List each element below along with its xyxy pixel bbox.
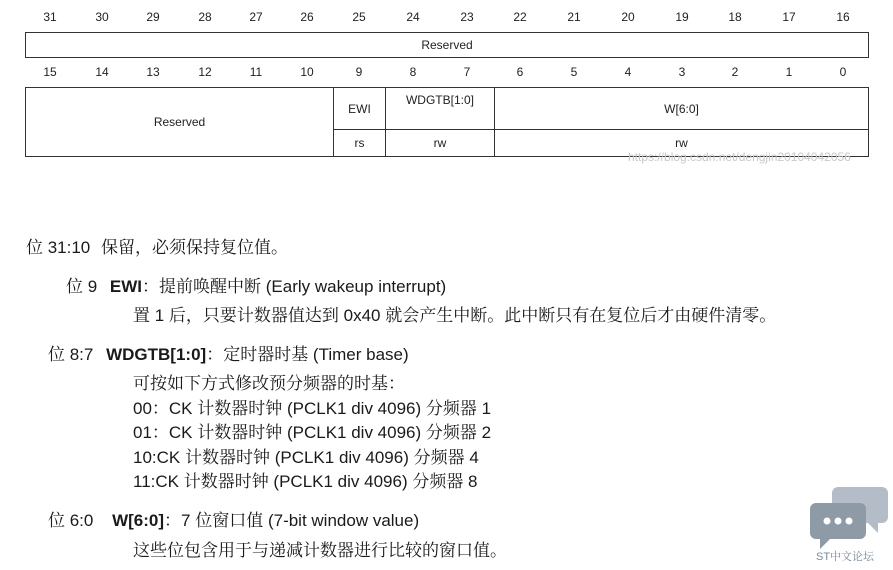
w-field <box>494 87 869 130</box>
bit-number: 9 <box>355 65 363 79</box>
upper-reserved-field <box>25 32 869 58</box>
ewi-field <box>333 87 386 130</box>
bit-position: 位 6:0 <box>48 511 94 530</box>
bit-number: 30 <box>95 10 109 24</box>
desc-bit8-7-detail: 可按如下方式修改预分频器的时基： <box>133 374 405 393</box>
bit-number: 4 <box>624 65 632 79</box>
bit-position: 位 9 <box>66 277 98 296</box>
desc-bit8-7-title <box>48 340 409 365</box>
field-label: EWI <box>348 101 371 116</box>
bit-number: 6 <box>516 65 524 79</box>
bit-number: 16 <box>836 10 850 24</box>
desc-bit9-title <box>66 272 446 297</box>
wdgtb-field <box>385 87 495 130</box>
bit-number: 25 <box>352 10 366 24</box>
field-label: WDGTB[1:0] <box>405 93 474 107</box>
bit-number: 8 <box>409 65 417 79</box>
bit-number: 7 <box>463 65 471 79</box>
option-line: 00：CK 计数器时钟 (PCLK1 div 4096) 分频器 1 <box>133 399 492 418</box>
bit-number: 21 <box>567 10 581 24</box>
desc-text: 保留，必须保持复位值。 <box>101 238 288 257</box>
bit-number: 18 <box>728 10 742 24</box>
bit-number: 29 <box>146 10 160 24</box>
bit-number: 0 <box>839 65 847 79</box>
bit-number: 15 <box>43 65 57 79</box>
field-title: ：提前唤醒中断 (Early wakeup interrupt) <box>142 277 447 296</box>
bit-position: 位 8:7 <box>48 345 94 364</box>
bit-number: 23 <box>460 10 474 24</box>
bit-number: 19 <box>675 10 689 24</box>
bit-number: 5 <box>570 65 578 79</box>
option-line: 01：CK 计数器时钟 (PCLK1 div 4096) 分频器 2 <box>133 423 492 442</box>
bit-number: 27 <box>249 10 263 24</box>
field-name: W[6:0] <box>112 511 165 530</box>
bit-number: 20 <box>621 10 635 24</box>
wdgtb-access <box>385 129 495 157</box>
bit-position: 位 31:10 <box>26 238 91 257</box>
option-line: 11:CK 计数器时钟 (PCLK1 div 4096) 分频器 8 <box>133 472 478 491</box>
desc-bit31-10 <box>26 233 288 258</box>
bit-number: 28 <box>198 10 212 24</box>
field-title: ：7 位窗口值 (7-bit window value) <box>164 511 420 530</box>
lower-reserved-field <box>25 87 334 157</box>
bit-number: 14 <box>95 65 109 79</box>
field-title: ：定时器时基 (Timer base) <box>206 345 409 364</box>
bit-number: 12 <box>198 65 212 79</box>
bit-number: 2 <box>731 65 739 79</box>
bit-number: 1 <box>785 65 793 79</box>
bit-number: 3 <box>678 65 686 79</box>
field-label: Reserved <box>153 115 206 129</box>
forum-logo-text: ST中文论坛 <box>816 551 875 563</box>
bit-number: 13 <box>146 65 160 79</box>
desc-bit6-0-detail: 这些位包含用于与递减计数器进行比较的窗口值。 <box>133 541 507 560</box>
bit-number: 11 <box>249 65 263 79</box>
access-label: rs <box>354 136 365 150</box>
field-name: WDGTB[1:0] <box>106 345 207 364</box>
access-label: rw <box>675 136 688 150</box>
bit-number: 24 <box>406 10 420 24</box>
field-name: EWI <box>109 277 143 296</box>
desc-bit9-detail: 置 1 后，只要计数器值达到 0x40 就会产生中断。此中断只有在复位后才由硬件清零。 <box>133 306 777 325</box>
desc-bit6-0-title <box>48 506 419 531</box>
bit-number: 17 <box>782 10 796 24</box>
bit-number: 26 <box>300 10 314 24</box>
access-label: rw <box>433 136 447 150</box>
ewi-access <box>333 129 386 157</box>
watermark-text: https://blog.csdn.net/dengjin20104042056 <box>628 150 851 164</box>
option-line: 10:CK 计数器时钟 (PCLK1 div 4096) 分频器 4 <box>133 448 479 467</box>
bit-number: 31 <box>43 10 57 24</box>
bit-number: 10 <box>300 65 314 79</box>
bit-number: 22 <box>513 10 527 24</box>
field-label: W[6:0] <box>664 101 699 116</box>
field-label: Reserved <box>421 38 473 52</box>
